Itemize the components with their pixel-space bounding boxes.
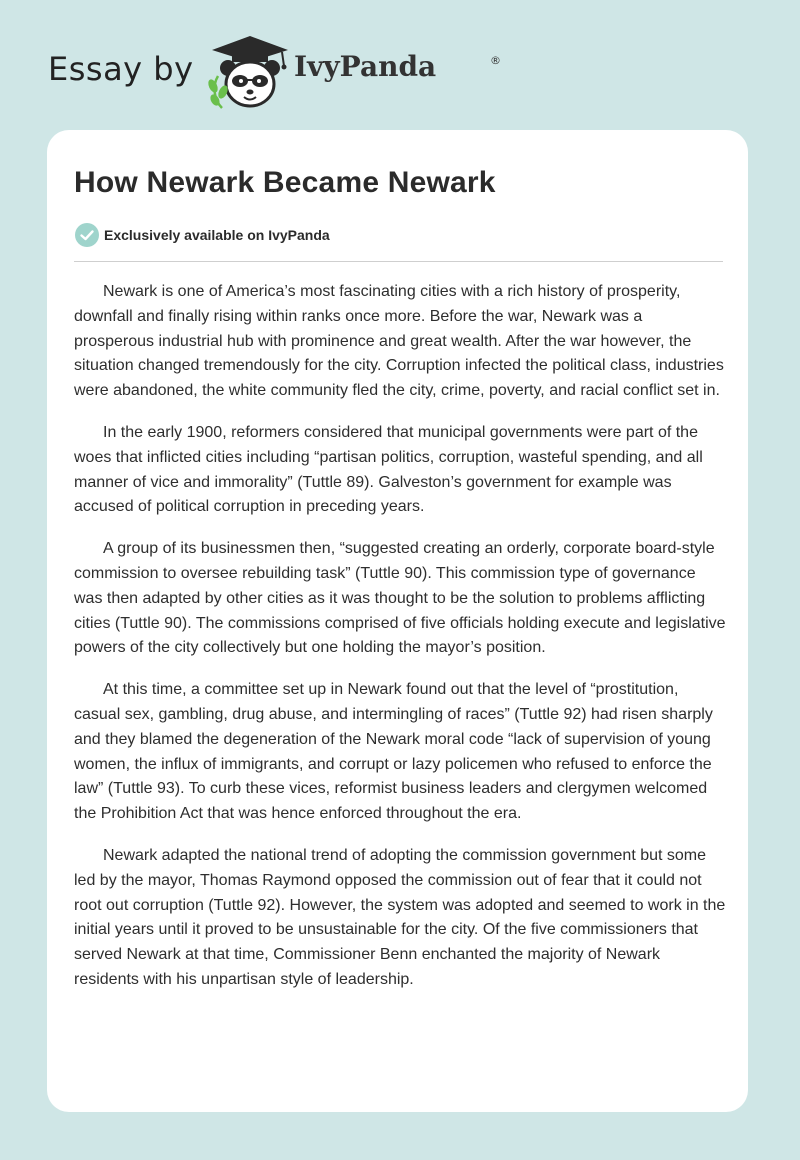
exclusive-badge [74, 222, 330, 248]
paragraph: At this time, a committee set up in Newark found out that the level of “prostitution, casual sex, gambling, drug abuse, and intermingling of races” (Tuttle 92) had risen sharply and they blamed the degeneration of the Newark moral code “lack of supervision of young women, the influx of immigrants, and corrupt or lazy policemen who refused to enforce the law” (Tuttle 93). To curb these vices, reformist business leaders and clergymen welcomed the Prohibition Act that was hence enforced throughout the era. [74, 681, 713, 823]
essay-card [47, 130, 748, 1112]
essay-body [74, 280, 726, 1010]
divider [74, 261, 723, 262]
registered-mark: ® [490, 54, 501, 67]
panda-graduate-logo-icon [202, 32, 298, 112]
check-circle-icon [74, 222, 100, 248]
paragraph: A group of its businessmen then, “suggested creating an orderly, corporate board-style commission to oversee rebuilding task” (Tuttle 90). This commission type of governance was then adapted by other cities as it was thought to be the solution to problems afflicting cities (Tuttle 90). The commissions comprised of five officials holding execute and legislative powers of the city collectively but one holding the mayor’s position. [74, 540, 726, 657]
paragraph: Newark adapted the national trend of adopting the commission government but some led by the mayor, Thomas Raymond opposed the commission out of fear that it could not root out corruption (Tuttle 92). However, the system was adopted and seemed to work in the initial years until it proved to be unsustainable for the city. Of the five commissioners that served Newark at that time, Commissioner Benn enchanted the majority of Newark residents with his unpartisan style of leadership. [74, 846, 726, 988]
brand-name: IvyPanda [294, 50, 437, 83]
brand-prefix: Essay by [48, 50, 194, 88]
paragraph: Newark is one of America’s most fascinating cities with a rich history of prosperity, downfall and finally rising within ranks once more. Before the war, Newark was a prosperous industrial hub with prominence and great wealth. After the war however, the situation changed tremendously for the city. Corruption infected the political class, industries were abandoned, the white community fled the city, crime, poverty, and racial conflict set in. [74, 283, 724, 400]
page-title: How Newark Became Newark [74, 166, 496, 199]
brand-header [48, 32, 501, 112]
exclusive-badge-text: Exclusively available on IvyPanda [104, 227, 330, 243]
paragraph: In the early 1900, reformers considered that municipal governments were part of the woes that inflicted cities including “partisan politics, corruption, wasteful spending, and all manner of vice and immorality” (Tuttle 89). Galveston’s government for example was accused of political corruption in preceding years. [74, 423, 703, 516]
